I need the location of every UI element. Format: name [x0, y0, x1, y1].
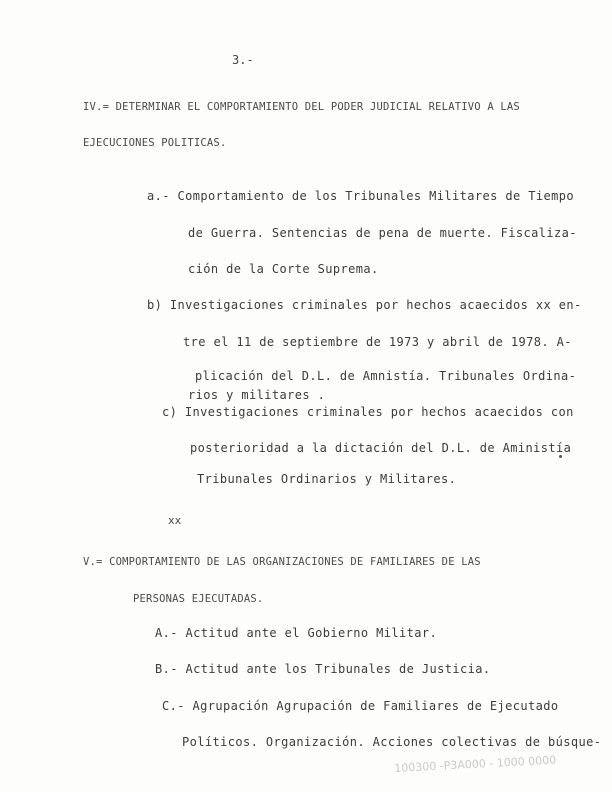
item-b-line4: rios y militares .	[188, 388, 326, 402]
bottom-stamp-number: 100300 -P3A000 - 1000 0000	[394, 753, 557, 775]
section-iv-heading-line2: EJECUCIONES POLITICAS.	[83, 137, 227, 149]
item-c-line2: posterioridad a la dictación del D.L. de Aministía	[190, 441, 572, 455]
item-b-line2: tre el 11 de septiembre de 1973 y abril de 1978. A-	[183, 335, 572, 349]
item-a-line1: a.- Comportamiento de los Tribunales Militares de Tiempo	[147, 189, 574, 203]
item-b-line3: plicación del D.L. de Amnistía. Tribunales Ordina-	[195, 369, 577, 383]
section-v-heading-line1: V.= COMPORTAMIENTO DE LAS ORGANIZACIONES DE FAMILIARES DE LAS	[83, 556, 481, 568]
item-C-line1: C.- Agrupación Agrupación de Familiares de Ejecutado	[162, 699, 559, 713]
crossed-out-mark: xx	[168, 514, 182, 527]
item-C-line2: Políticos. Organización. Acciones colectivas de búsque-	[182, 735, 602, 749]
item-b-line1: b) Investigaciones criminales por hechos acaecidos xx en-	[147, 298, 582, 312]
item-a-line3: ción de la Corte Suprema.	[188, 262, 379, 276]
stray-dot-mark	[559, 455, 562, 458]
section-iv-heading-line1: IV.= DETERMINAR EL COMPORTAMIENTO DEL PODER JUDICIAL RELATIVO A LAS	[83, 101, 520, 113]
section-v-heading-line2: PERSONAS EJECUTADAS.	[133, 593, 264, 605]
item-A-line1: A.- Actitud ante el Gobierno Militar.	[155, 626, 438, 640]
item-c-line3: Tribunales Ordinarios y Militares.	[197, 472, 457, 486]
item-B-line1: B.- Actitud ante los Tribunales de Justicia.	[155, 662, 491, 676]
page-number: 3.-	[232, 53, 254, 67]
item-c-line1: c) Investigaciones criminales por hechos acaecidos con	[162, 405, 574, 419]
item-a-line2: de Guerra. Sentencias de pena de muerte. Fiscaliza-	[188, 226, 577, 240]
